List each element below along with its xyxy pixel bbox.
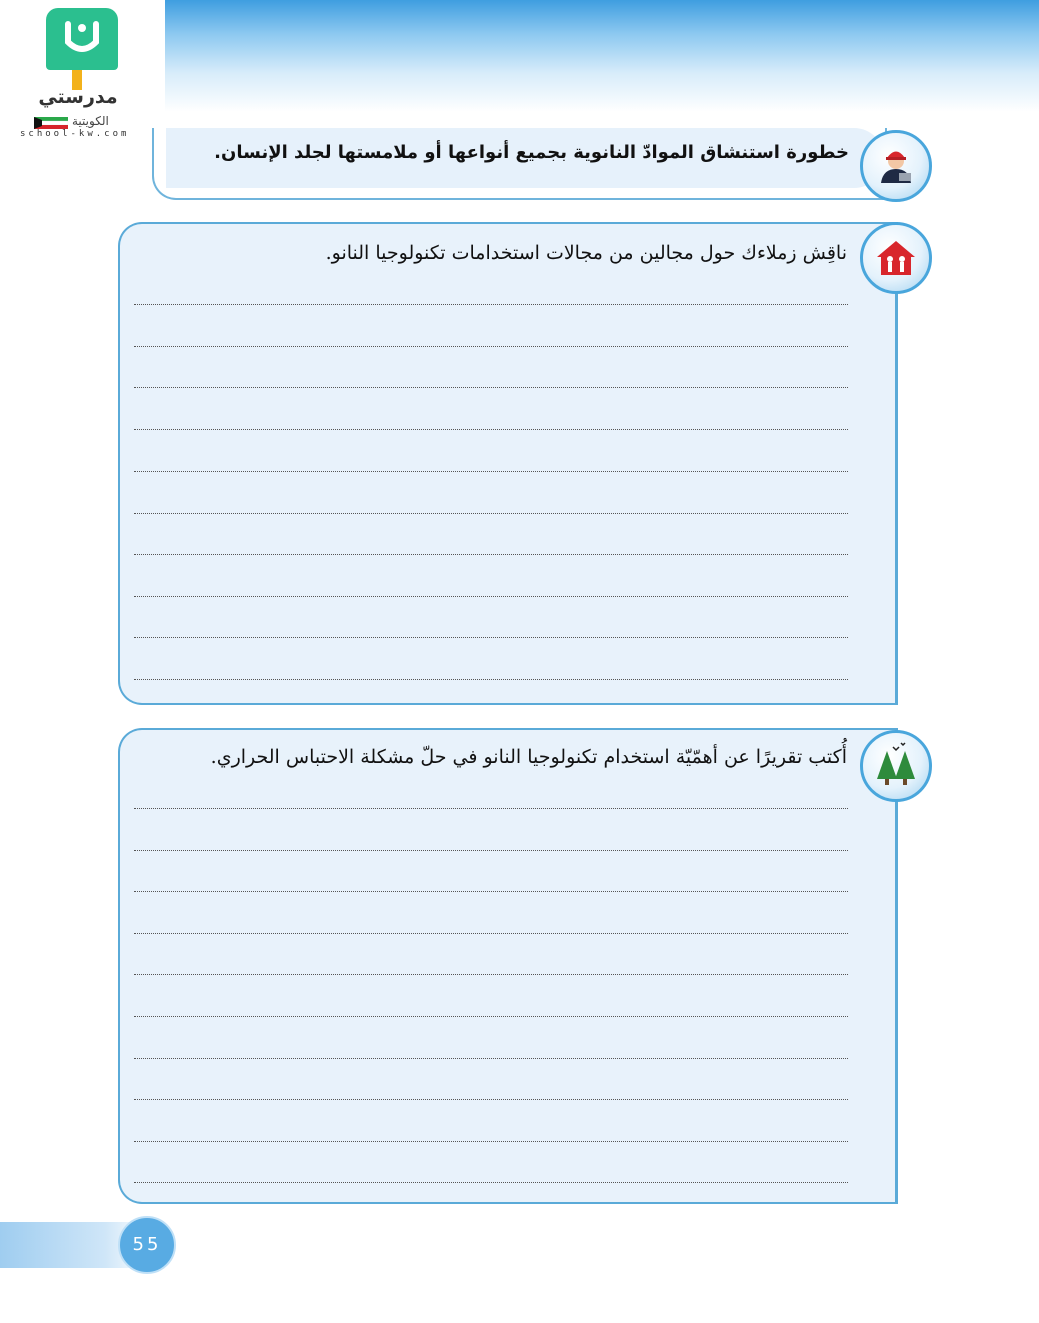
writing-line[interactable] (134, 637, 848, 638)
writing-line[interactable] (134, 974, 848, 975)
report-badge (860, 730, 932, 802)
warning-text: خطورة استنشاق الموادّ النانوية بجميع أنواعها أو ملامستها لجلد الإنسان. (214, 142, 849, 163)
writing-line[interactable] (134, 1182, 848, 1183)
safety-worker-badge (860, 130, 932, 202)
discussion-prompt: ناقِش زملاءك حول مجالين من مجالات استخدامات تكنولوجيا النانو. (325, 242, 847, 264)
writing-line[interactable] (134, 850, 848, 851)
writing-line[interactable] (134, 346, 848, 347)
page-number: 55 (118, 1216, 176, 1274)
kuwait-flag-icon (34, 117, 68, 129)
logo-book-icon (46, 8, 118, 70)
trees-birds-icon (863, 733, 929, 799)
report-prompt: أُكتب تقريرًا عن أهمّيّة استخدام تكنولوجيا النانو في حلّ مشكلة الاحتباس الحراري. (210, 746, 847, 768)
writing-line[interactable] (134, 304, 848, 305)
writing-line[interactable] (134, 554, 848, 555)
logo-url-text: school-kw.com (20, 129, 130, 139)
writing-line[interactable] (134, 596, 848, 597)
discussion-activity-panel (118, 222, 898, 705)
writing-line[interactable] (134, 429, 848, 430)
safety-worker-icon (863, 133, 929, 199)
writing-line[interactable] (134, 1141, 848, 1142)
family-house-icon (863, 225, 929, 291)
header-gradient-band (165, 0, 1039, 112)
writing-line[interactable] (134, 891, 848, 892)
school-logo (0, 0, 165, 165)
writing-line[interactable] (134, 933, 848, 934)
writing-line[interactable] (134, 808, 848, 809)
writing-line[interactable] (134, 387, 848, 388)
report-activity-panel (118, 728, 898, 1204)
discussion-badge (860, 222, 932, 294)
logo-sub-text: الكويتية (72, 114, 109, 128)
writing-line[interactable] (134, 679, 848, 680)
writing-line[interactable] (134, 513, 848, 514)
writing-line[interactable] (134, 1058, 848, 1059)
writing-line[interactable] (134, 471, 848, 472)
logo-brand-text: مدرستي (38, 86, 118, 108)
writing-line[interactable] (134, 1099, 848, 1100)
writing-line[interactable] (134, 1016, 848, 1017)
